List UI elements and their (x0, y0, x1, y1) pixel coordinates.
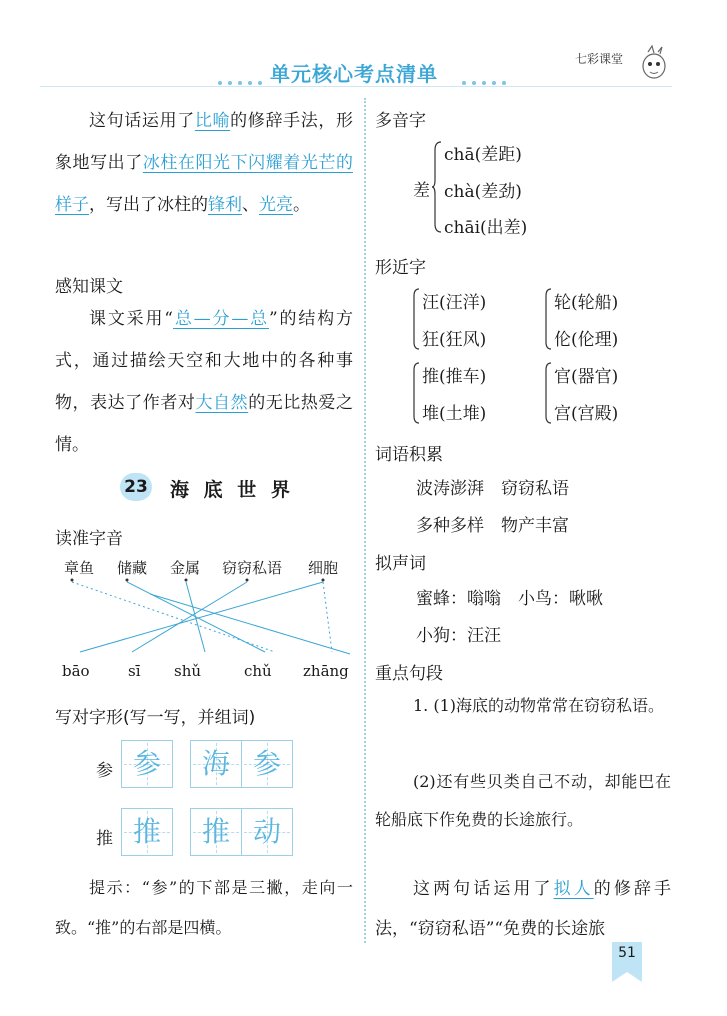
column-divider (364, 98, 366, 943)
match-pinyin: chǔ (244, 662, 272, 680)
section-heading-similar: 形近字 (375, 258, 426, 278)
section-heading-vocab: 词语积累 (375, 445, 443, 465)
brace-icon (432, 140, 442, 234)
key-analysis: 这两句话运用了拟人的修辞手法，“窃窃私语”“免费的长途旅 (375, 879, 672, 939)
matching-lines (50, 574, 360, 664)
vocab-line: 多种多样 物产丰富 (416, 516, 569, 536)
match-pinyin: bāo (62, 662, 90, 680)
writing-grid-cell: 参 (241, 740, 293, 788)
writing-grid-cell: 海 (190, 740, 242, 788)
brace-icon (412, 288, 420, 350)
match-pinyin: zhāng (303, 662, 349, 680)
onomatopoeia-line: 蜜蜂：嗡嗡 小鸟：啾啾 (416, 589, 603, 609)
polyphonic-reading: chà(差劲) (444, 182, 522, 202)
section-heading-perceive: 感知课文 (55, 277, 123, 297)
similar-char: 伦(伦理) (554, 330, 619, 350)
similar-char: 轮(轮船) (554, 293, 619, 313)
section-heading-write: 写对字形(写一写，并组词) (55, 708, 256, 728)
lesson-title: 海 底 世 界 (170, 479, 294, 501)
writing-grid-cell: 参 (121, 740, 173, 788)
writing-grid-cell: 推 (190, 808, 242, 856)
similar-char: 汪(汪洋) (422, 293, 487, 313)
match-word: 储藏 (117, 559, 148, 577)
section-heading-key-sentences: 重点句段 (375, 664, 443, 684)
similar-char: 推(推车) (422, 367, 487, 387)
section-heading-polyphonic: 多音字 (375, 111, 426, 131)
brand-label: 七彩课堂 (575, 52, 624, 66)
match-word: 金属 (170, 559, 201, 577)
brace-icon (412, 362, 420, 424)
similar-char: 堆(土堆) (422, 404, 487, 424)
match-word: 章鱼 (64, 559, 95, 577)
section-heading-pronounce: 读准字音 (55, 529, 123, 549)
similar-char: 狂(狂风) (422, 330, 487, 350)
header-rule (40, 86, 672, 87)
perceive-paragraph: 课文采用“总—分—总”的结构方式，通过描绘天空和大地中的各种事物，表达了作者对大自然的无比热爱之情。 (55, 309, 353, 455)
similar-char: 官(器官) (554, 367, 619, 387)
match-word: 窃窃私语 (222, 559, 283, 577)
key-sentence: 1. (1)海底的动物常常在窃窃私语。 (413, 696, 665, 715)
onomatopoeia-line: 小狗：汪汪 (416, 626, 501, 646)
vocab-line: 波涛澎湃 窃窃私语 (416, 479, 569, 499)
section-heading-onomatopoeia: 拟声词 (375, 554, 426, 574)
grid-label: 参 (96, 761, 113, 781)
lesson-number-badge: 23 (120, 473, 152, 501)
match-pinyin: sī (128, 662, 141, 680)
grid-label: 推 (96, 829, 113, 849)
match-word: 细胞 (308, 559, 339, 577)
hint-paragraph: 提示：“参”的下部是三撇，走向一致。“推”的右部是四横。 (55, 878, 353, 937)
polyphonic-char: 差 (413, 181, 430, 201)
brace-icon (544, 288, 552, 350)
mascot-icon (640, 42, 670, 82)
polyphonic-reading: chāi(出差) (444, 218, 528, 238)
brace-icon (544, 362, 552, 424)
similar-char: 宫(宫殿) (554, 404, 619, 424)
writing-grid-cell: 动 (241, 808, 293, 856)
header-dots-right (462, 70, 512, 74)
polyphonic-reading: chā(差距) (444, 145, 522, 165)
header-dots-left (218, 70, 268, 74)
match-pinyin: shǔ (174, 662, 202, 680)
key-sentence: (2)还有些贝类自己不动，却能巴在轮船底下作免费的长途旅行。 (375, 772, 671, 829)
page-number: 51 (618, 945, 636, 961)
page-header-title: 单元核心考点清单 (270, 62, 438, 86)
analysis-paragraph: 这句话运用了比喻的修辞手法，形象地写出了冰柱在阳光下闪耀着光芒的样子，写出了冰柱的锋利、光亮。 (55, 111, 354, 215)
writing-grid-cell: 推 (121, 808, 173, 856)
